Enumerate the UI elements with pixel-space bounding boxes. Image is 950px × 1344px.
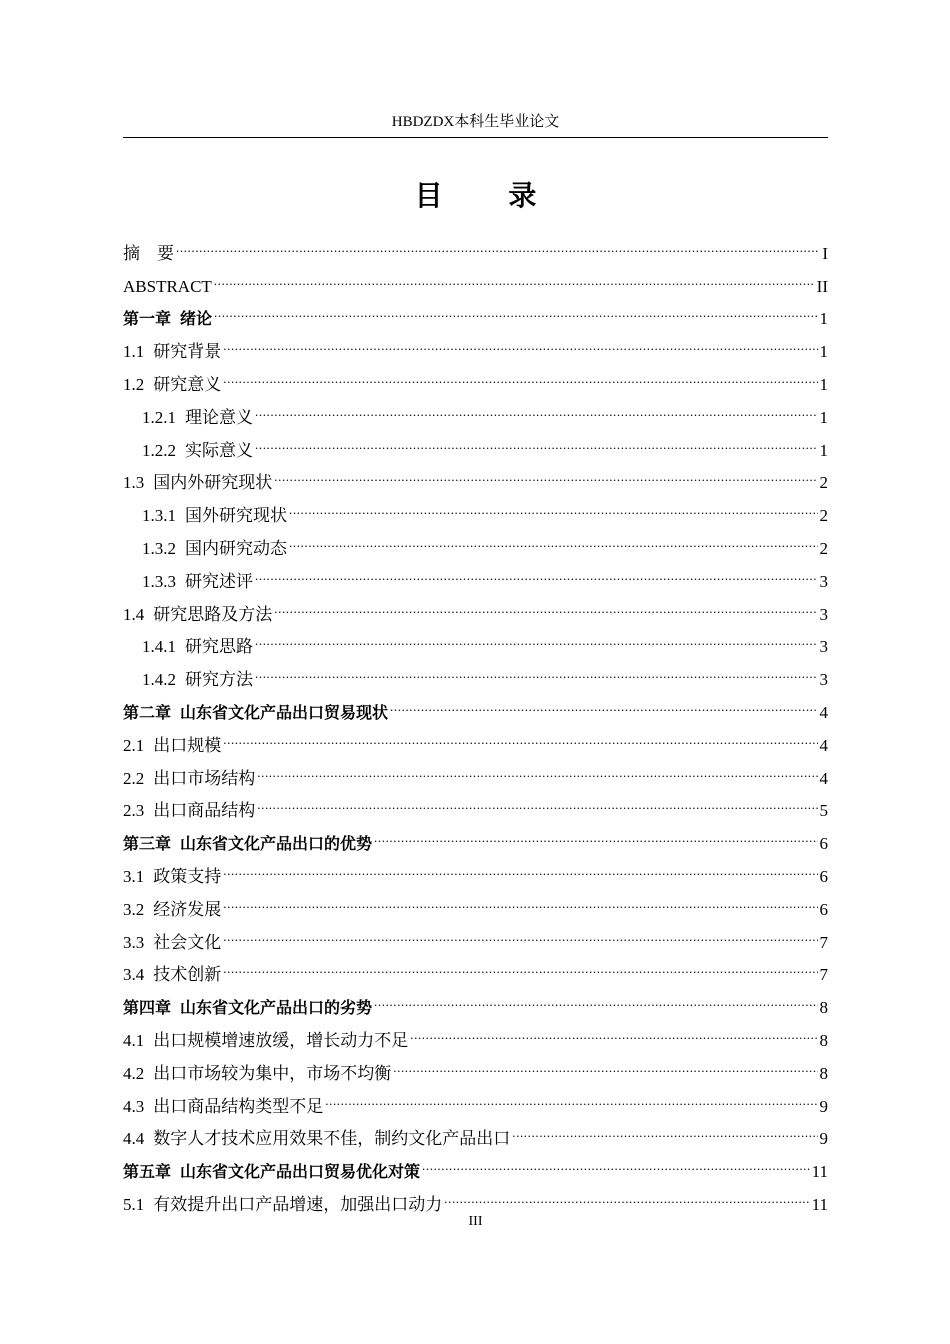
toc-entry[interactable] bbox=[123, 324, 828, 362]
toc-entry-number: 第一章 bbox=[123, 309, 172, 329]
toc-entry-page: 7 bbox=[819, 932, 828, 952]
toc-entry-label: 社会文化 bbox=[153, 932, 222, 952]
toc-entry-number: 3.2 bbox=[123, 899, 145, 919]
toc-entry-page: 5 bbox=[819, 801, 828, 821]
toc-entry-label: 数字人才技术应用效果不佳，制约文化产品出口 bbox=[153, 1129, 511, 1149]
toc-entry[interactable] bbox=[123, 948, 828, 985]
toc-entry-number: 1.3 bbox=[123, 473, 145, 493]
toc-dot-leader bbox=[374, 980, 817, 1013]
toc-dot-leader bbox=[223, 324, 817, 357]
toc-dot-leader bbox=[289, 488, 818, 521]
toc-entry-number: 1.3.3 bbox=[142, 571, 176, 591]
toc-entry-label: 实际意义 bbox=[185, 440, 253, 460]
toc-entry-label: 研究方法 bbox=[185, 670, 253, 690]
toc-entry-number: 1.3.1 bbox=[142, 506, 176, 526]
toc-entry-label: 研究述评 bbox=[185, 571, 253, 591]
toc-entry-number: 第三章 bbox=[123, 834, 172, 854]
toc-entry-page: 3 bbox=[819, 670, 828, 690]
toc-entry-page: 11 bbox=[811, 1162, 828, 1182]
toc-entry[interactable] bbox=[123, 915, 828, 952]
toc-dot-leader bbox=[176, 226, 820, 259]
toc-entry-label: 理论意义 bbox=[185, 407, 253, 427]
toc-dot-leader bbox=[390, 685, 817, 718]
toc-dot-leader bbox=[223, 882, 817, 915]
toc-entry-page: I bbox=[822, 243, 828, 263]
toc-entry-page: 3 bbox=[819, 571, 828, 591]
toc-entry-number: 1.3.2 bbox=[142, 538, 176, 558]
toc-entry-page: 4 bbox=[819, 768, 828, 788]
toc-entry[interactable] bbox=[123, 259, 828, 296]
toc-entry-label: 研究思路及方法 bbox=[153, 604, 273, 624]
toc-entry-number: 4.2 bbox=[123, 1063, 145, 1083]
toc-entry-label: 山东省文化产品出口贸易优化对策 bbox=[180, 1162, 421, 1182]
toc-entry-label: 出口规模 bbox=[153, 735, 222, 755]
toc-entry-number: 4.1 bbox=[123, 1030, 145, 1050]
toc-entry-number: 第五章 bbox=[123, 1162, 172, 1182]
toc-entry-number: 1.2.2 bbox=[142, 440, 176, 460]
toc-entry-label: 出口市场较为集中，市场不均衡 bbox=[153, 1063, 392, 1083]
toc-dot-leader bbox=[223, 915, 817, 948]
toc-dot-leader bbox=[223, 849, 817, 882]
toc-entry-label: 山东省文化产品出口的优势 bbox=[180, 834, 373, 854]
toc-entry[interactable] bbox=[123, 718, 828, 755]
header-rule bbox=[123, 137, 828, 138]
toc-entry-page: 6 bbox=[819, 866, 828, 886]
toc-entry-label: ABSTRACT bbox=[123, 276, 212, 296]
toc-entry-number: 2.1 bbox=[123, 735, 145, 755]
toc-dot-leader bbox=[374, 816, 817, 849]
toc-entry-page: 6 bbox=[819, 834, 828, 854]
toc-entry-label: 国内外研究现状 bbox=[153, 473, 273, 493]
toc-entry[interactable] bbox=[123, 849, 828, 886]
toc-entry-page: 3 bbox=[819, 604, 828, 624]
toc-entry-number: 4.4 bbox=[123, 1129, 145, 1149]
toc-entry-page: 1 bbox=[819, 374, 828, 394]
toc-entry-label: 有效提升出口产品增速，加强出口动力 bbox=[153, 1194, 443, 1214]
toc-entry-label: 摘 要 bbox=[123, 243, 174, 263]
toc-dot-leader bbox=[289, 521, 818, 554]
toc-entry-page: 2 bbox=[819, 506, 828, 526]
toc-entry-page: II bbox=[816, 276, 828, 296]
toc-dot-leader bbox=[257, 784, 817, 817]
toc-entry-label: 出口规模增速放缓，增长动力不足 bbox=[153, 1030, 409, 1050]
toc-dot-leader bbox=[422, 1144, 810, 1177]
toc-entry-number: 1.2.1 bbox=[142, 407, 176, 427]
toc-title: 目 录 bbox=[414, 179, 565, 212]
toc-dot-leader bbox=[255, 620, 818, 653]
toc-entry[interactable] bbox=[123, 226, 828, 263]
toc-entry-label: 山东省文化产品出口贸易现状 bbox=[180, 702, 389, 722]
toc-entry-label: 研究意义 bbox=[153, 374, 222, 394]
toc-entry-number: 2.2 bbox=[123, 768, 145, 788]
toc-entry-label: 绪论 bbox=[180, 309, 213, 329]
toc-entry-label: 山东省文化产品出口的劣势 bbox=[180, 998, 373, 1018]
toc-entry-page: 3 bbox=[819, 637, 828, 657]
running-header: HBDZDX本科生毕业论文 bbox=[391, 114, 560, 130]
toc-entry-number: 1.1 bbox=[123, 342, 145, 362]
toc-entry-page: 6 bbox=[819, 899, 828, 919]
toc-entry-page: 2 bbox=[819, 538, 828, 558]
toc-entry-label: 出口商品结构 bbox=[153, 801, 256, 821]
toc-dot-leader bbox=[255, 652, 818, 685]
toc-entry[interactable] bbox=[123, 980, 828, 1018]
toc-entry[interactable] bbox=[123, 292, 828, 329]
toc-entry-page: 4 bbox=[819, 702, 828, 722]
toc-entry-page: 1 bbox=[819, 342, 828, 362]
toc-entry-number: 5.1 bbox=[123, 1194, 145, 1214]
toc-entry[interactable] bbox=[123, 357, 828, 394]
toc-dot-leader bbox=[255, 554, 818, 587]
toc-entry-label: 出口市场结构 bbox=[153, 768, 256, 788]
toc-entry-label: 研究背景 bbox=[153, 342, 222, 362]
toc-entry[interactable] bbox=[123, 751, 828, 788]
toc-entry-number: 第四章 bbox=[123, 998, 172, 1018]
toc-entry-number: 1.4 bbox=[123, 604, 145, 624]
toc-entry-label: 技术创新 bbox=[153, 965, 222, 985]
toc-entry-page: 8 bbox=[819, 1063, 828, 1083]
toc-entry-page: 7 bbox=[819, 965, 828, 985]
toc-dot-leader bbox=[444, 1177, 809, 1210]
toc-entry-number: 1.4.2 bbox=[142, 670, 176, 690]
toc-entry-label: 研究思路 bbox=[185, 637, 253, 657]
toc-entry[interactable] bbox=[123, 882, 828, 919]
toc-entry-number: 1.4.1 bbox=[142, 637, 176, 657]
toc-entry-label: 政策支持 bbox=[153, 866, 222, 886]
toc-entry-page: 8 bbox=[819, 1030, 828, 1050]
toc-dot-leader bbox=[410, 1013, 817, 1046]
toc-dot-leader bbox=[274, 587, 817, 620]
toc-entry-page: 2 bbox=[819, 473, 828, 493]
toc-dot-leader bbox=[255, 390, 818, 423]
toc-dot-leader bbox=[214, 292, 817, 325]
toc-entry-number: 3.3 bbox=[123, 932, 145, 952]
toc-entry-page: 4 bbox=[819, 735, 828, 755]
toc-dot-leader bbox=[223, 357, 817, 390]
toc-entry-label: 出口商品结构类型不足 bbox=[153, 1096, 324, 1116]
toc-entry-page: 8 bbox=[819, 998, 828, 1018]
toc-entry-page: 1 bbox=[819, 440, 828, 460]
toc-dot-leader bbox=[512, 1112, 817, 1145]
toc-dot-leader bbox=[274, 456, 817, 489]
toc-entry-page: 1 bbox=[819, 407, 828, 427]
toc-entry-page: 9 bbox=[819, 1096, 828, 1116]
table-of-contents bbox=[123, 226, 828, 1214]
toc-entry-page: 11 bbox=[811, 1194, 828, 1214]
toc-dot-leader bbox=[255, 423, 818, 456]
toc-entry-label: 国内研究动态 bbox=[185, 538, 287, 558]
toc-entry-number: 3.4 bbox=[123, 965, 145, 985]
toc-entry-page: 1 bbox=[819, 309, 828, 329]
toc-entry-number: 4.3 bbox=[123, 1096, 145, 1116]
toc-dot-leader bbox=[223, 948, 817, 981]
toc-entry-number: 2.3 bbox=[123, 801, 145, 821]
toc-dot-leader bbox=[223, 718, 817, 751]
toc-dot-leader bbox=[393, 1046, 817, 1079]
toc-entry-page: 9 bbox=[819, 1129, 828, 1149]
toc-entry-number: 3.1 bbox=[123, 866, 145, 886]
toc-dot-leader bbox=[325, 1079, 817, 1112]
toc-dot-leader bbox=[257, 751, 817, 784]
toc-entry-label: 国外研究现状 bbox=[185, 506, 287, 526]
toc-dot-leader bbox=[214, 259, 815, 292]
toc-entry[interactable] bbox=[123, 390, 828, 427]
toc-entry-number: 1.2 bbox=[123, 374, 145, 394]
toc-entry-number: 第二章 bbox=[123, 702, 172, 722]
toc-entry-label: 经济发展 bbox=[153, 899, 222, 919]
page-number: III bbox=[468, 1214, 483, 1229]
